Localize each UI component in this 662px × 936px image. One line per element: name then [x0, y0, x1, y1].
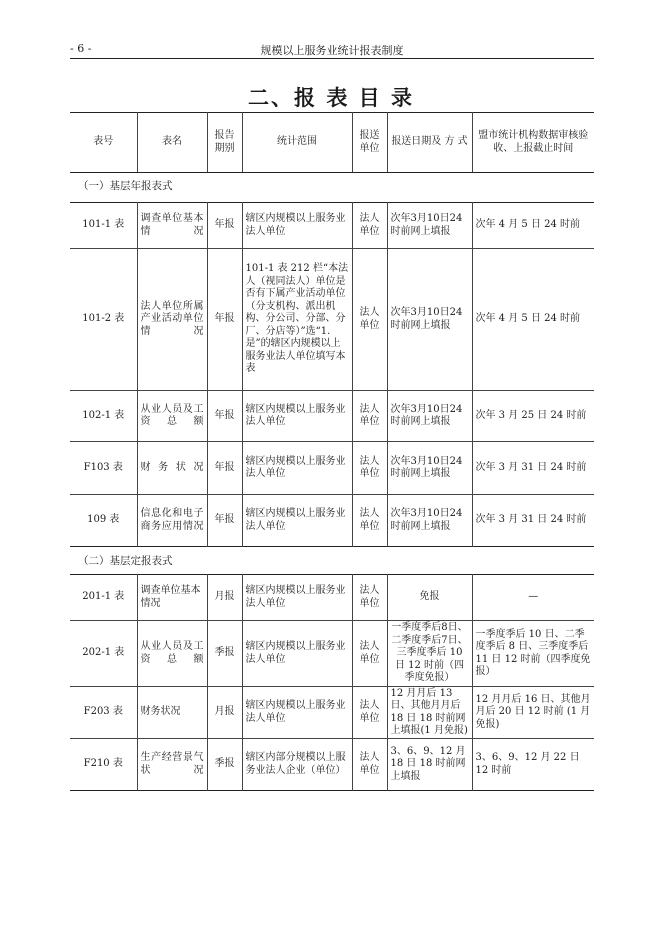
section-label-annual: （一）基层年报表式 — [78, 180, 173, 192]
cell-period: 年报 — [207, 442, 242, 495]
cell-unit: 法人单位 — [352, 495, 387, 547]
cell-period: 月报 — [207, 575, 242, 621]
cell-date: 免报 — [387, 575, 472, 621]
cell-deadline: — — [472, 575, 594, 621]
table-row — [70, 621, 594, 687]
cell-scope: 辖区内规模以上服务业法人单位 — [242, 575, 352, 621]
cell-unit: 法人单位 — [352, 203, 387, 249]
cell-date: 次年3月10日24时前网上填报 — [387, 249, 472, 391]
cell-date: 一季度季后8日、二季度季后7日、三季度季后 10 日 12 时前（四季度免报） — [387, 621, 472, 687]
col-scope: 统计范围 — [242, 113, 352, 173]
cell-date: 次年3月10日24时前网上填报 — [387, 442, 472, 495]
col-period: 报告期别 — [207, 113, 242, 173]
cell-date: 次年3月10日24时前网上填报 — [387, 495, 472, 547]
cell-unit: 法人单位 — [352, 687, 387, 739]
page-header — [70, 40, 594, 59]
cell-scope: 辖区内部分规模以上服务业法人企业（单位） — [242, 739, 352, 791]
cell-name: 生产经营景气状况 — [137, 739, 207, 791]
cell-code: 109 表 — [70, 495, 137, 547]
cell-code: F103 表 — [70, 442, 137, 495]
table-row — [70, 249, 594, 391]
cell-deadline: 次年 3 月 25 日 24 时前 — [472, 391, 594, 442]
col-date: 报送日期及 方 式 — [387, 113, 472, 173]
cell-name: 调查单位基本情况 — [137, 575, 207, 621]
cell-name: 信息化和电子商务应用情况 — [137, 495, 207, 547]
cell-unit: 法人单位 — [352, 575, 387, 621]
column-header-table — [70, 112, 594, 172]
cell-date: 次年3月10日24时前网上填报 — [387, 391, 472, 442]
cell-code: 101-1 表 — [82, 219, 125, 231]
table-row — [70, 687, 594, 739]
cell-deadline: 一季度季后 10 日、二季度季后 8 日、三季度季后 11 日 12 时前（四季度免报） — [472, 621, 594, 687]
cell-period: 季报 — [207, 739, 242, 791]
page-title: 二、报 表 目 录 — [248, 86, 414, 110]
cell-period: 季报 — [207, 621, 242, 687]
periodic-table — [70, 574, 594, 791]
cell-code: 102-1 表 — [70, 391, 137, 442]
cell-unit: 法人单位 — [352, 621, 387, 687]
cell-deadline: 次年 3 月 31 日 24 时前 — [472, 495, 594, 547]
table-row — [70, 739, 594, 791]
cell-deadline: 3、6、9、12 月 22 日 12 时前 — [472, 739, 594, 791]
cell-code: F210 表 — [70, 739, 137, 791]
table-row — [70, 575, 594, 621]
table-row — [70, 442, 594, 495]
cell-date: 3、6、9、12 月 18 日 18 时前网上填报 — [387, 739, 472, 791]
table-row — [70, 495, 594, 547]
annual-table — [70, 202, 594, 547]
cell-date: 次年3月10日24时前网上填报 — [387, 203, 472, 249]
cell-period: 年报 — [207, 495, 242, 547]
table-row — [70, 391, 594, 442]
cell-scope: 辖区内规模以上服务业法人单位 — [242, 495, 352, 547]
cell-scope: 辖区内规模以上服务业法人单位 — [242, 442, 352, 495]
cell-code: 202-1 表 — [70, 621, 137, 687]
cell-name: 调查单位基本情况 — [137, 203, 207, 249]
cell-unit: 法人单位 — [352, 391, 387, 442]
cell-code: 101-2 表 — [70, 249, 137, 391]
col-name: 表名 — [137, 113, 207, 173]
cell-code: F203 表 — [70, 687, 137, 739]
cell-scope: 101-1 表 212 栏“本法人（视同法人）单位是否有下属产业活动单位（分支机构、派出机构、分公司、分部、分厂、分店等）”选“1.是”的辖区内规模以上服务业法人单位填写本表 — [242, 249, 352, 391]
cell-period: 年报 — [207, 203, 242, 249]
cell-scope: 辖区内规模以上服务业法人单位 — [242, 687, 352, 739]
cell-unit: 法人单位 — [352, 739, 387, 791]
cell-unit: 法人单位 — [352, 442, 387, 495]
cell-period: 月报 — [207, 687, 242, 739]
cell-deadline: 12 月月后 16 日、其他月月后 20 日 12 时前 (1 月免报) — [472, 687, 594, 739]
cell-scope: 辖区内规模以上服务业法人单位 — [242, 203, 352, 249]
cell-deadline: 次年 4 月 5 日 24 时前 — [472, 203, 594, 249]
page-number: - 6 - — [70, 42, 92, 55]
cell-date: 12 月月后 13 日、其他月月后 18 日 18 时前网上填报(1 月免报) — [387, 687, 472, 739]
cell-unit: 法人单位 — [352, 249, 387, 391]
cell-code: 201-1 表 — [82, 591, 125, 603]
col-deadline: 盟市统计机构数据审核验收、上报截止时间 — [472, 113, 594, 173]
header-divider — [70, 172, 594, 173]
cell-name: 法人单位所属产业活动单位情况 — [137, 249, 207, 391]
cell-name: 从业人员及工资总额 — [137, 391, 207, 442]
cell-deadline: 次年 4 月 5 日 24 时前 — [472, 249, 594, 391]
cell-name: 财务状况 — [137, 687, 207, 739]
header-title: 规模以上服务业统计报表制度 — [260, 44, 404, 57]
cell-name: 从业人员及工资总额 — [137, 621, 207, 687]
cell-period: 年报 — [207, 391, 242, 442]
cell-scope: 辖区内规模以上服务业法人单位 — [242, 621, 352, 687]
cell-scope: 辖区内规模以上服务业法人单位 — [242, 391, 352, 442]
table-row — [70, 203, 594, 249]
col-unit: 报送单位 — [352, 113, 387, 173]
cell-period: 年报 — [207, 249, 242, 391]
col-code: 表号 — [93, 136, 114, 148]
section-label-periodic: （二）基层定报表式 — [78, 555, 173, 567]
cell-deadline: 次年 3 月 31 日 24 时前 — [472, 442, 594, 495]
cell-name: 财务状况 — [137, 442, 207, 495]
